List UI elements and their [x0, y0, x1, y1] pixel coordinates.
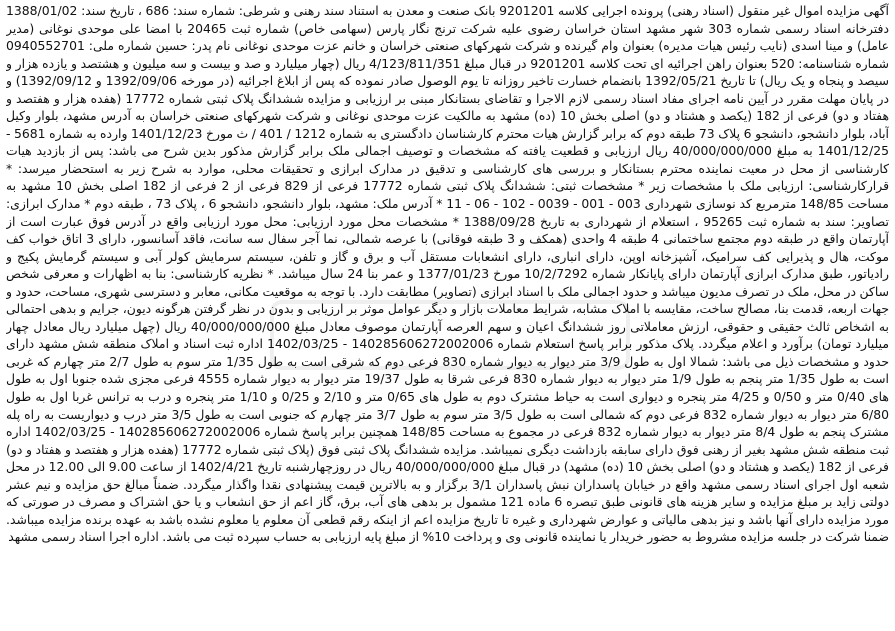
- auction-notice-text: آگهی مزایده اموال غیر منقول (اسناد رهنی) پرونده اجرایی کلاسه 9201201 بانک صنعت و معدن به استناد سند رهنی و شرطی: شماره سند: 686 ، تاریخ سند: 1388/01/02 دفترخانه اسناد رسمی شماره 303 شهر مشهد استان خراسان رضوی علیه شرکت ترنج نگار پارس (سهامی خاص) شماره ثبت 20465 با امضا علی موحدی نوغانی (مدیر عامل) و مینا اسدی (نایب رئیس هیات مدیره) بعنوان وام گیرنده و شرکت شهرکهای صنعتی خراسان و خانم عزت موحدی نوغانی نام پدر: حسین شماره ملی: 0940552701 شماره شناسنامه: 520 بعنوان راهن اجرائیه ای تحت کلاسه 9201201 در قبال مبلغ 4/123/811/351 ریال (چهار میلیارد و صد و بیست و سه میلیون و هشتصد و یازده هزار و سیصد و پنجاه و یک ریال) تا تاریخ 1392/05/21 بانضمام خسارت تاخیر روزانه تا یوم الوصول صادر نموده که پس از ابلاغ اجرائیه (در مورخه 1392/09/06 و 1392/09/12) و در پایان مهلت مقرر در آیین نامه اجرای مفاد اسناد رسمی لازم الاجرا و تقاضای بستانکار مبنی بر ارزیابی و مزایده ششدانگ پلاک ثبتی شماره 17772 (هفده هزار و هفتصد و هفتاد و دو) فرعی از 182 (یکصد و هشتاد و دو) اصلی بخش 10 (ده) مشهد به مالکیت عزت موحدی نوغانی و شرکت شهرکهای صنعتی خراسان به آدرس مشهد، بلوار وکیل آباد، بلوار دانشجو، دانشجو 6 پلاک 73 طبقه دوم که برابر گزارش هیات محترم کارشناسان دادگستری به شماره 1212 / 401 / ث مورخ 1401/12/23 وارده به شماره 5681 - 1401/12/25 به مبلغ 40/000/000/000 ریال ارزیابی و قطعیت یافته که مشخصات و توصیف اجمالی ملک برابر گزارش مذکور بدین شرح می باشد: پس از بازدید هیات کارشناسی از محل در معیت نماینده محترم بستانکار و بررسی های کارشناسی و تدقیق در مدارک ابرازی و تحقیقات محلی، موارد به شرح زیر به استحضار میرسد: * قرارکارشناسی: ارزیابی ملک با مشخصات زیر * مشخصات ثبتی: ششدانگ پلاک ثبتی شماره 17772 فرعی از 829 فرعی از 2 فرعی از 182 اصلی بخش 10 مشهد به مساحت 148/85 مترمربع کد نوسازی شهرداری 003 - 001 - 0039 - 102 - 06 - 11 * آدرس ملک: مشهد، بلوار دانشجو، دانشجو 6 ، پلاک 73 ، طبقه دوم * مدارک ابرازی: تصاویر: سند به شماره ثبت 95265 ، استعلام از شهرداری به تاریخ 1388/09/28 * مشخصات محل مورد ارزیابی: محل مورد ارزیابی واقع در آدرس فوق عبارت است از آپارتمان واقع در طبقه دوم مجتمع ساختمانی 4 طبقه 4 واحدی (همکف و 3 طبقه فوقانی) با عرصه شمالی، نما آجر سفال سه سانت، فاقد آسانسور، دارای 3 اتاق خواب کف موکت، هال و پذیرایی کف سرامیک، آشپزخانه اوپن، دارای انباری، دارای انشعابات مستقل آب و برق و گاز و تلفن، سیستم سرمایش کولر آبی و سیستم گرمایش پکیج و رادیاتور، طبق مدارک ابرازی آپارتمان دارای پایانکار شماره 10/2/7292 مورخ 1377/01/23 و عمر بنا 24 سال میباشد. * نظریه کارشناسی: بنا به اظهارات و معرفی شخص ساکن در محل، ملک در تصرف مدیون میباشد و حدود اجمالی ملک با اسناد ابرازی (تصاویر) مطابقت دارد. با توجه به موقعیت مکانی، معابر و دسترسی شهری، مساحت، حدود و جهات اربعه، قدمت بنا، مصالح ساخت، مقایسه با املاک مشابه، شرایط معاملات بازار و دیگر عوامل موثر بر ارزیابی و بدون در نظر گرفتن هرگونه دیون، جرایم و بدهی احتمالی به اشخاص ثالث حقیقی و حقوقی، ارزش معاملاتی روز ششدانگ اعیان و سهم العرصه آپارتمان موصوف معادل مبلغ 40/000/000/000 ریال (چهل میلیارد ریال معادل چهار میلیارد تومان) برآورد و اعلام میگردد. پلاک مذکور برابر پاسخ استعلام شماره 140285606272002006 - 1402/03/25 اداره ثبت اسناد و املاک منطقه شش مشهد دارای حدود و مشخصات ذیل می باشد: شمالا اول به طول 3/9 متر دیوار به دیوار شماره 830 فرعی دوم که شرقی است به طول 1/35 متر سوم به طول 2/7 متر چهارم که غربی است به طول 1/35 متر پنجم به طول 1/9 متر دیوار به دیوار شماره 830 فرعی شرقا به طول 19/37 متر دیوار به دیوار شماره 4555 فرعی مجزی شده جنوبا اول به طول های 0/40 متر و 0/50 و 4/25 متر پنجره و دیواری است به حیاط مشترک دوم به طول های 0/65 متر و 2/10 و 0/25 و 1/10 متر پنجره و درب به ترانس غربا اول به طول 6/80 متر دیوار به دیوار شماره 832 فرعی دوم که شمالی است به طول 3/5 متر سوم به طول 3/7 متر چهارم که جنوبی است به طول 3/5 متر درب و دیواریست به راه پله مشترک پنجم به طول 8/4 متر دیوار به دیوار شماره 832 فرعی در مجموع به مساحت 148/85 همچنین برابر پاسخ شماره 140285606272002006 - 1402/03/25 اداره ثبت منطقه شش مشهد بغیر از رهنی فوق دارای سابقه بازداشت دیگری نمیباشد. مزایده ششدانگ پلاک ثبتی فوق (پلاک ثبتی شماره 17772 (هفده هزار و هفتصد و هفتاد و دو) فرعی از 182 (یکصد و هشتاد و دو) اصلی بخش 10 (ده) مشهد) در قبال مبلغ 40/000/000/000 ریال در روزچهارشنبه تاریخ 1402/4/21 از ساعت 9.00 الی 12.00 در محل شعبه اول اجرای اسناد رسمی مشهد واقع در خیابان پاسداران نبش پاسداران 3/1 برگزار و به بالاترین قیمت پیشنهادی نقدا واگذار میگردد. ضمناً مبالغ حق مزایده و نیم عشر دولتی زاید بر مبلغ مزایده و سایر هزینه های قانونی طبق تبصره 6 ماده 121 مشمول بر بدهی های آب، برق، گاز اعم از حق انشعاب و یا حق اشتراک و مصرف در صورتی که مورد مزایده دارای آنها باشد و نیز بدهی مالیاتی و عوارض شهرداری و غیره تا تاریخ مزایده اعم از اینکه رقم قطعی آن معلوم یا معلوم نشده باشد به عهده برنده مزایده میباشد. ضمنا شرکت در جلسه مزایده مشروط به حضور خریدار یا نماینده قانونی وی و پرداخت 10% از مبلغ پایه ارزیابی به حساب سپرده ثبت می باشد. اداره اجرا اسناد رسمی مشهد: [6, 3, 889, 545]
